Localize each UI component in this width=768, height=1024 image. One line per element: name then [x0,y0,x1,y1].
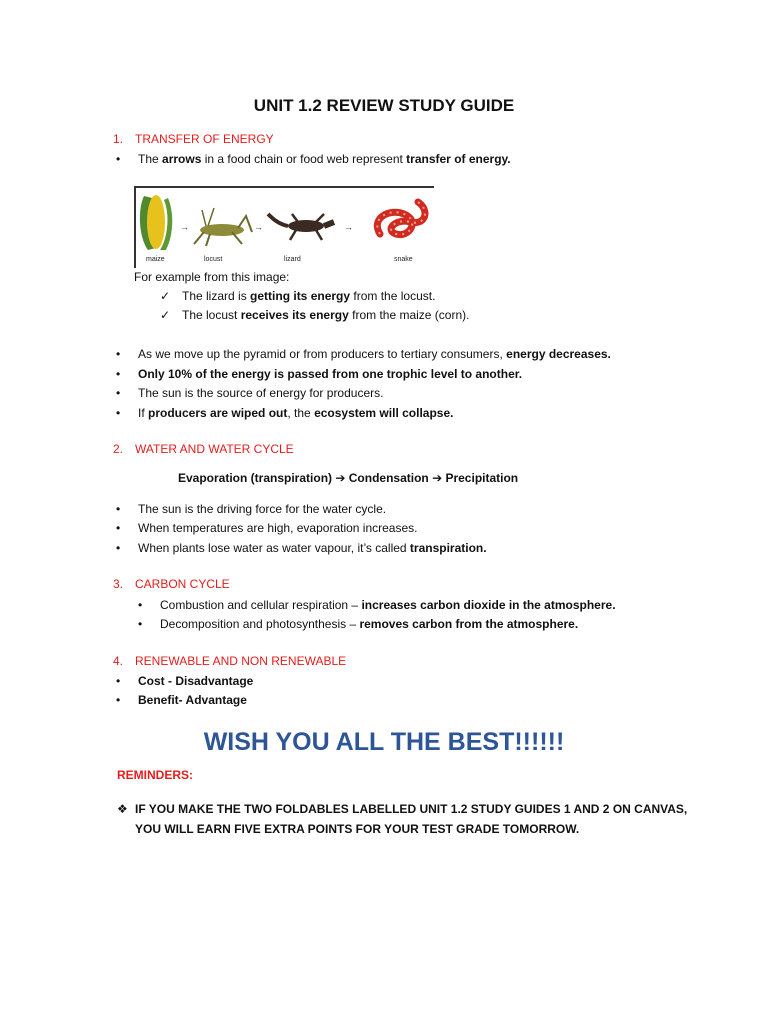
food-chain-illustration [134,188,434,258]
bullet-glyph: • [116,674,121,688]
section-heading-transfer-of-energy [113,132,274,146]
bold-run: increases carbon dioxide in the atmosphere. [361,598,616,612]
arrow-glyph: → [344,222,353,232]
text-run: If [138,406,149,420]
section-title: RENEWABLE AND NON RENEWABLE [135,654,347,668]
bold-run: Cost - Disadvantage [138,674,254,688]
bold-run: Benefit- Advantage [138,693,247,707]
bold-run: Only 10% of the energy is passed from one trophic level to another. [138,367,523,381]
bold-run: ecosystem will collapse. [314,406,454,420]
bullet-glyph: • [116,367,121,381]
section-title: WATER AND WATER CYCLE [135,442,294,456]
example-intro: For example from this image: [134,270,290,284]
text-run: from the maize (corn). [348,308,470,322]
bullet-glyph: • [116,693,121,707]
text-run: from the locust. [350,289,436,303]
bullet-glyph: • [116,347,121,361]
section-number: 2. [113,442,124,456]
bold-run: arrows [162,152,202,166]
text-run: Decomposition and photosynthesis – [160,617,360,631]
text-run: Combustion and cellular respiration – [160,598,362,612]
arrow-glyph: → [180,222,189,232]
bullet-glyph: • [116,152,121,166]
text-run: , the [287,406,315,420]
maize-icon [140,195,172,250]
lizard-icon [268,214,334,240]
check-icon: ✓ [160,289,171,303]
food-chain-image [134,186,434,268]
diamond-bullet-icon: ❖ [117,802,128,816]
text-run: The locust [182,308,241,322]
text-run: When temperatures are high, evaporation increases. [138,521,418,535]
section-heading-renewable [113,654,346,668]
reminder-text: IF YOU MAKE THE TWO FOLDABLES LABELLED UNIT 1.2 STUDY GUIDES 1 AND 2 ON CANVAS, YOU WILL EARN FIVE EXTRA POINTS FOR YOUR TEST GRADE TOMORROW. [135,802,688,836]
text-run: When plants lose water as water vapour, it’s called [138,541,410,555]
section-heading-carbon-cycle [113,577,230,591]
section-number: 1. [113,132,124,146]
bold-run: energy decreases. [506,347,611,361]
reminders-heading: REMINDERS: [117,768,194,782]
image-label-lizard: lizard [284,256,301,263]
arrow-glyph: → [254,222,263,232]
locust-icon [194,208,252,246]
section-number: 3. [113,577,124,591]
image-label-maize: maize [146,256,165,263]
water-cycle-equation: Evaporation (transpiration) ➔ Condensation ➔ Precipitation [178,471,519,485]
bold-run: transpiration. [409,541,487,555]
bullet-glyph: • [138,598,143,612]
text-run: The sun is the driving force for the water cycle. [138,502,387,516]
image-label-snake: snake [394,256,413,263]
bullet-glyph: • [116,521,121,535]
section-title: TRANSFER OF ENERGY [135,132,274,146]
text-run: in a food chain or food web represent [201,152,407,166]
check-icon: ✓ [160,308,171,322]
text-run: As we move up the pyramid or from producers to tertiary consumers, [138,347,507,361]
bullet-glyph: • [116,386,121,400]
snake-icon [377,202,425,235]
bullet-glyph: • [116,406,121,420]
bullet-glyph: • [138,617,143,631]
bold-run: removes carbon from the atmosphere. [359,617,579,631]
page-title: UNIT 1.2 REVIEW STUDY GUIDE [253,96,515,115]
section-title: CARBON CYCLE [135,577,230,591]
bullet-glyph: • [116,502,121,516]
section-heading-water-cycle [113,442,294,456]
text-run: The lizard is [182,289,251,303]
bold-run: receives its energy [240,308,349,322]
image-label-locust: locust [204,256,223,263]
text-run: The sun is the source of energy for producers. [138,386,384,400]
bold-run: getting its energy [250,289,351,303]
section-number: 4. [113,654,124,668]
bold-run: producers are wiped out [148,406,288,420]
text-run: The [138,152,163,166]
bold-run: transfer of energy. [406,152,511,166]
closing-message: WISH YOU ALL THE BEST!!!!!! [203,728,565,756]
bullet-glyph: • [116,541,121,555]
